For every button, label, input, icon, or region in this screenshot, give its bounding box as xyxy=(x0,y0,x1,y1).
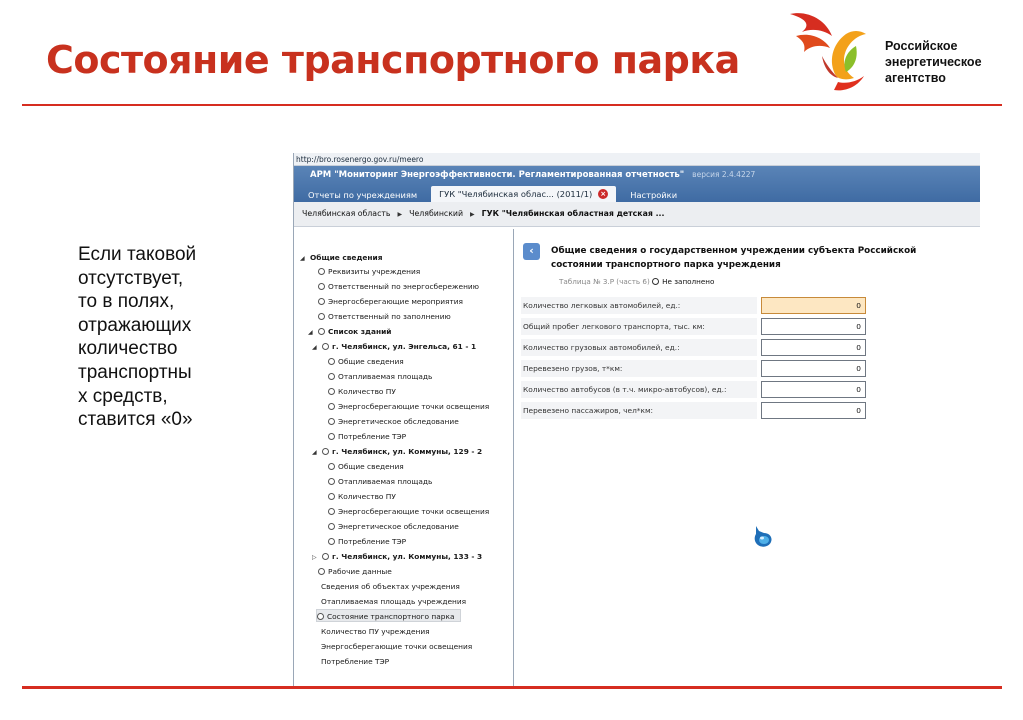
radio-icon xyxy=(328,388,335,395)
tree-item[interactable] xyxy=(328,385,396,398)
tree-item-label: Энергосберегающие точки освещения xyxy=(338,402,490,411)
tree-item-label: Общие сведения xyxy=(338,462,404,471)
tree-item-label: Ответственный по заполнению xyxy=(328,312,451,321)
tree-item-label: Состояние транспортного парка xyxy=(327,612,455,621)
tree-item-buildings[interactable] xyxy=(308,325,391,338)
rosenergo-logo-icon xyxy=(786,6,878,98)
field-label: Общий пробег легкового транспорта, тыс. км: xyxy=(521,318,757,335)
cargo-input[interactable]: 0 xyxy=(761,360,866,377)
back-button[interactable]: ‹ xyxy=(523,243,540,260)
form-title xyxy=(551,244,916,272)
buses-count-input[interactable]: 0 xyxy=(761,381,866,398)
fill-status: Не заполнено xyxy=(662,277,715,286)
tree-item[interactable] xyxy=(328,475,432,488)
slide-title: Состояние транспортного парка xyxy=(46,38,740,82)
logo-text-line: Российское xyxy=(885,39,958,53)
tab-reports[interactable]: Отчеты по учреждениям xyxy=(308,190,418,200)
expand-triangle-icon[interactable]: ◢ xyxy=(300,255,305,262)
radio-icon xyxy=(328,463,335,470)
tree-item-label: Список зданий xyxy=(328,327,392,336)
field-label: Количество автобусов (в т.ч. микро-автобусов), ед.: xyxy=(521,381,757,398)
tree-item-label: Потребление ТЭР xyxy=(338,537,407,546)
busy-cursor-icon xyxy=(750,524,776,550)
radio-icon xyxy=(328,508,335,515)
tree-item-label: Потребление ТЭР xyxy=(338,432,407,441)
tree-item[interactable] xyxy=(328,355,404,368)
radio-icon xyxy=(322,343,329,350)
field-label: Количество легковых автомобилей, ед.: xyxy=(521,297,757,314)
radio-icon xyxy=(318,328,325,335)
tree-item[interactable]: Количество ПУ учреждения xyxy=(321,627,430,636)
field-row-car-mileage xyxy=(521,318,980,335)
field-row-passengers xyxy=(521,402,980,419)
radio-icon xyxy=(322,448,329,455)
radio-icon xyxy=(322,553,329,560)
tree-item-building-3[interactable] xyxy=(312,550,482,563)
tree-item[interactable]: Потребление ТЭР xyxy=(321,657,390,666)
tree-item-transport-selected[interactable] xyxy=(316,609,461,622)
form-title-line: Общие сведения о государственном учреждении субъекта Российской xyxy=(551,246,917,256)
collapse-triangle-icon[interactable]: ▷ xyxy=(312,554,317,561)
field-row-buses xyxy=(521,381,980,398)
trucks-count-input[interactable]: 0 xyxy=(761,339,866,356)
tab-institution[interactable] xyxy=(431,186,616,202)
tree-item-label: Энергосберегающие мероприятия xyxy=(328,297,463,306)
tree-item[interactable] xyxy=(328,520,459,533)
tree-item-label: Отапливаемая площадь xyxy=(338,372,433,381)
app-header xyxy=(294,166,980,202)
tree-item-general[interactable] xyxy=(300,251,382,264)
tree-item[interactable] xyxy=(328,400,489,413)
explanation-line: то в полях, xyxy=(78,291,175,313)
tree-item-label: Количество ПУ xyxy=(338,492,396,501)
tab-settings[interactable]: Настройки xyxy=(630,190,678,200)
expand-triangle-icon[interactable]: ◢ xyxy=(312,449,317,456)
form-title-line: состоянии транспортного парка учреждения xyxy=(551,260,781,270)
tree-item[interactable] xyxy=(328,415,459,428)
logo-text-line: энергетическое xyxy=(885,55,982,69)
tree-item-label: г. Челябинск, ул. Коммуны, 133 - 3 xyxy=(332,552,483,561)
tree-item[interactable] xyxy=(318,565,392,578)
field-row-cars xyxy=(521,297,980,314)
header-divider xyxy=(22,104,1002,106)
url-bar[interactable]: http://bro.rosenergo.gov.ru/meero xyxy=(294,153,980,166)
explanation-line: количество xyxy=(78,338,178,360)
tree-item[interactable]: Отапливаемая площадь учреждения xyxy=(321,597,467,606)
explanation-line: отражающих xyxy=(78,314,192,336)
breadcrumb-item[interactable]: Челябинский xyxy=(409,209,464,218)
field-label: Перевезено грузов, т*км: xyxy=(521,360,757,377)
tree-item[interactable]: Энергосберегающие точки освещения xyxy=(321,642,473,651)
explanation-line: ставится «0» xyxy=(78,409,193,431)
breadcrumb xyxy=(294,202,980,227)
explanation-line: отсутствует, xyxy=(78,267,184,289)
tree-item[interactable] xyxy=(318,310,451,323)
tree-item-label: г. Челябинск, ул. Коммуны, 129 - 2 xyxy=(332,447,483,456)
tree-item[interactable] xyxy=(318,265,420,278)
tree-item-label: Энергетическое обследование xyxy=(338,522,459,531)
radio-icon xyxy=(328,358,335,365)
browser-window xyxy=(293,153,980,686)
close-icon[interactable]: × xyxy=(598,189,608,199)
field-row-trucks xyxy=(521,339,980,356)
footer-divider xyxy=(22,686,1002,689)
tree-item-label: Количество ПУ xyxy=(338,387,396,396)
logo-text-line: агентство xyxy=(885,71,946,85)
status-radio-icon xyxy=(652,278,659,285)
app-title xyxy=(310,170,755,180)
tree-item[interactable] xyxy=(328,430,406,443)
field-label: Перевезено пассажиров, чел*км: xyxy=(521,402,757,419)
radio-icon xyxy=(328,538,335,545)
tree-item-label: Реквизиты учреждения xyxy=(328,267,421,276)
radio-icon xyxy=(318,313,325,320)
radio-icon xyxy=(328,433,335,440)
explanation-line: х средств, xyxy=(78,385,168,407)
breadcrumb-item[interactable]: Челябинская область xyxy=(302,209,391,218)
tree-item-label: Ответственный по энергосбережению xyxy=(328,282,479,291)
radio-icon xyxy=(318,568,325,575)
breadcrumb-item-current: ГУК "Челябинская областная детская ... xyxy=(481,209,665,218)
tree-item[interactable]: Сведения об объектах учреждения xyxy=(321,582,460,591)
tree-item[interactable] xyxy=(328,490,396,503)
cars-count-input[interactable]: 0 xyxy=(761,297,866,314)
expand-triangle-icon[interactable]: ◢ xyxy=(308,329,313,336)
tree-item-label: Общие сведения xyxy=(310,253,383,262)
car-mileage-input[interactable]: 0 xyxy=(761,318,866,335)
logo-text xyxy=(885,38,1020,86)
radio-icon xyxy=(328,418,335,425)
radio-icon xyxy=(318,283,325,290)
radio-icon xyxy=(328,478,335,485)
explanation-text xyxy=(78,243,228,432)
navigation-tree xyxy=(294,229,514,686)
radio-icon xyxy=(318,298,325,305)
radio-icon xyxy=(318,268,325,275)
radio-icon xyxy=(317,613,324,620)
tree-item[interactable] xyxy=(328,460,404,473)
tree-item[interactable] xyxy=(328,370,432,383)
tree-item-label: Отапливаемая площадь xyxy=(338,477,433,486)
expand-triangle-icon[interactable]: ◢ xyxy=(312,344,317,351)
explanation-line: транспортны xyxy=(78,361,192,383)
app-title-text: АРМ "Мониторинг Энергоэффективности. Регламентированная отчетность" xyxy=(310,170,685,180)
tree-item-label: г. Челябинск, ул. Энгельса, 61 - 1 xyxy=(332,342,477,351)
passengers-input[interactable]: 0 xyxy=(761,402,866,419)
breadcrumb-arrow-icon: ▶ xyxy=(397,211,403,218)
tree-item[interactable] xyxy=(328,505,489,518)
tree-item-label: Энергосберегающие точки освещения xyxy=(338,507,490,516)
tree-item[interactable] xyxy=(318,295,463,308)
tab-institution-label: ГУК "Челябинская облас... (2011/1) xyxy=(439,189,593,199)
tree-item-building-2[interactable] xyxy=(312,445,482,458)
tree-item[interactable] xyxy=(328,535,406,548)
radio-icon xyxy=(328,403,335,410)
field-row-cargo xyxy=(521,360,980,377)
tree-item-label: Общие сведения xyxy=(338,357,404,366)
tree-item-label: Рабочие данные xyxy=(328,567,392,576)
tree-item[interactable] xyxy=(318,280,479,293)
radio-icon xyxy=(328,373,335,380)
tree-item-label: Энергетическое обследование xyxy=(338,417,459,426)
table-reference: Таблица № 3.Р (часть 6) xyxy=(559,277,650,286)
explanation-line: Если таковой xyxy=(78,244,197,265)
tree-item-building-1[interactable] xyxy=(312,340,476,353)
form-subtitle xyxy=(559,277,714,286)
app-version: версия 2.4.4227 xyxy=(692,170,756,179)
radio-icon xyxy=(328,523,335,530)
field-label: Количество грузовых автомобилей, ед.: xyxy=(521,339,757,356)
tab-strip xyxy=(300,185,691,202)
form-panel xyxy=(515,229,980,686)
breadcrumb-arrow-icon: ▶ xyxy=(470,211,475,218)
radio-icon xyxy=(328,493,335,500)
